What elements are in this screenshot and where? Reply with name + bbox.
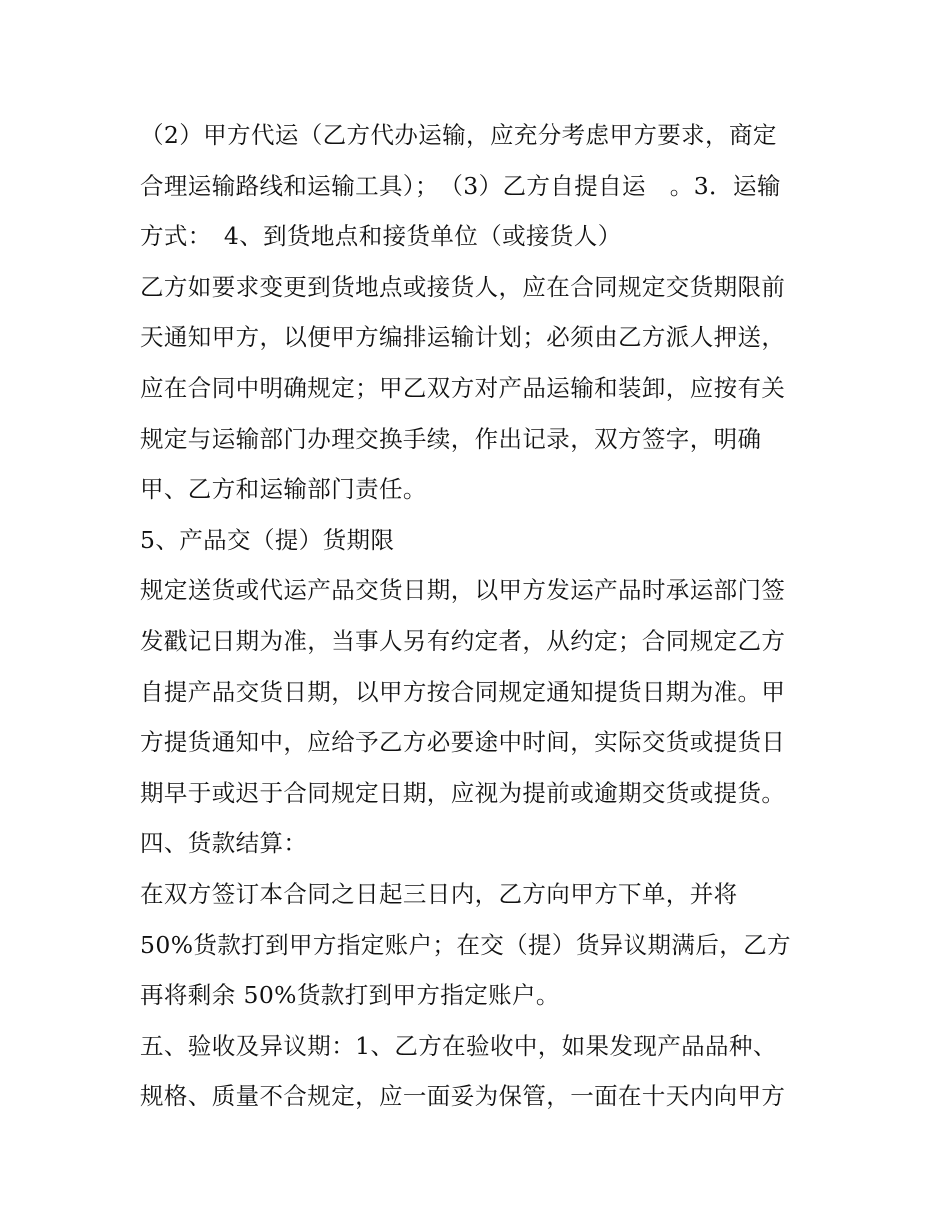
- text-line: 再将剩余 50%货款打到甲方指定账户。: [140, 981, 560, 1010]
- text-line: 发戳记日期为准，当事人另有约定者，从约定；合同规定乙方: [140, 626, 786, 655]
- document-body: [140, 110, 820, 1122]
- text-line: 在双方签订本合同之日起三日内，乙方向甲方下单，并将: [140, 879, 738, 908]
- text-line: 应在合同中明确规定；甲乙双方对产品运输和装卸，应按有关: [140, 373, 786, 402]
- text-line: 方式： 4、到货地点和接货单位（或接货人）: [140, 222, 622, 251]
- section-heading: 5、产品交（提）货期限: [140, 525, 395, 554]
- section-heading: 四、货款结算：: [140, 829, 308, 858]
- section-heading: 五、验收及异议期：1、乙方在验收中，如果发现产品品种、: [140, 1031, 777, 1060]
- text-line: 自提产品交货日期，以甲方按合同规定通知提货日期为准。甲: [140, 677, 786, 706]
- text-line: 规定与运输部门办理交换手续，作出记录，双方签字，明确: [140, 424, 762, 453]
- text-line: 50%货款打到甲方指定账户；在交（提）货异议期满后，乙方: [140, 930, 791, 959]
- text-line: 规定送货或代运产品交货日期，以甲方发运产品时承运部门签: [140, 576, 786, 605]
- text-line: 甲、乙方和运输部门责任。: [140, 475, 427, 504]
- text-line: 天通知甲方，以便甲方编排运输计划；必须由乙方派人押送，: [140, 323, 786, 352]
- text-line: 规格、质量不合规定，应一面妥为保管，一面在十天内向甲方: [140, 1082, 786, 1111]
- text-line: 期早于或迟于合同规定日期，应视为提前或逾期交货或提货。: [140, 778, 786, 807]
- text-line: 合理运输路线和运输工具）； （3）乙方自提自运 。3．运输: [140, 171, 781, 200]
- text-line: 乙方如要求变更到货地点或接货人，应在合同规定交货期限前: [140, 272, 786, 301]
- text-line: 方提货通知中，应给予乙方必要途中时间，实际交货或提货日: [140, 728, 786, 757]
- text-line: （2）甲方代运（乙方代办运输，应充分考虑甲方要求，商定: [140, 121, 777, 149]
